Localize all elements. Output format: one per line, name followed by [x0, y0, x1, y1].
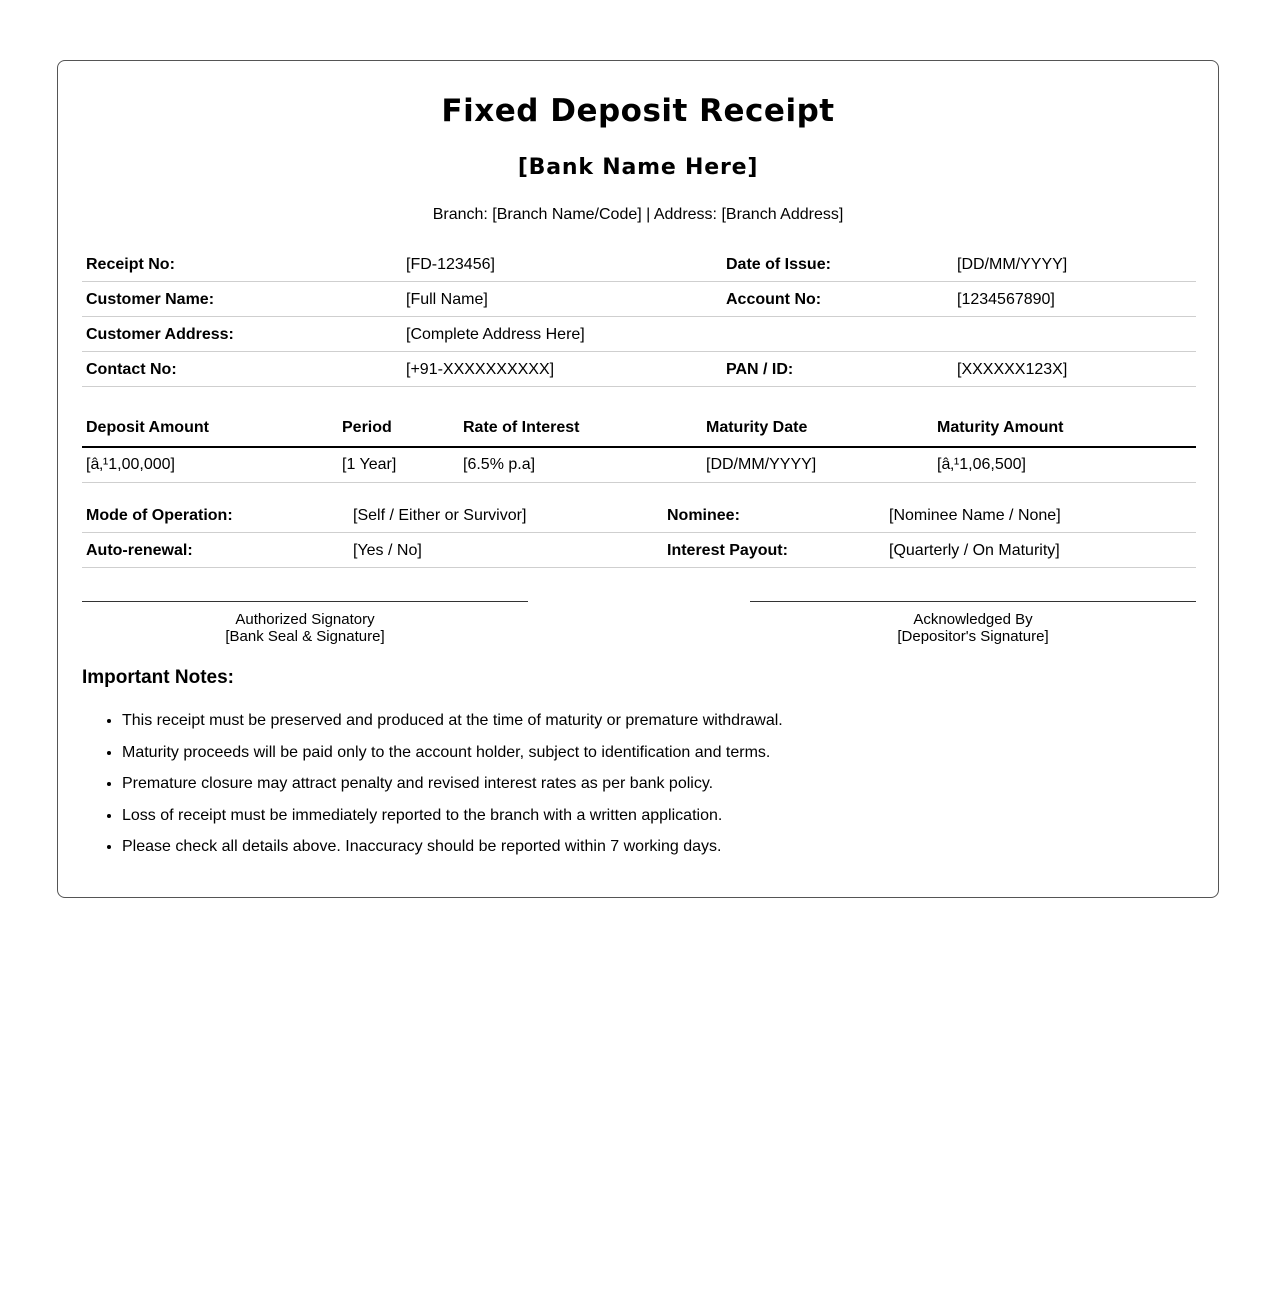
pan-label: PAN / ID: [726, 361, 794, 378]
operation-row [82, 498, 1196, 533]
list-item: • This receipt must be preserved and produced at the time of maturity or premature withdrawal. [122, 709, 783, 741]
bank-name: [Bank Name Here] [517, 155, 759, 180]
depositor-signature-label: [Depositor's Signature] [897, 628, 1049, 645]
operation-row [82, 533, 1196, 568]
details-row [82, 352, 1196, 387]
signatory-line [82, 601, 528, 602]
header-maturity-amount: Maturity Amount [937, 419, 1064, 436]
notes-list [82, 709, 783, 867]
receipt-title: Fixed Deposit Receipt [441, 93, 835, 129]
customer-name-label: Customer Name: [86, 291, 215, 308]
auto-renewal-value: [Yes / No] [353, 542, 422, 559]
header-rate-of-interest: Rate of Interest [463, 419, 580, 436]
mode-of-operation-label: Mode of Operation: [86, 507, 233, 524]
list-item: • Loss of receipt must be immediately reported to the branch with a written application. [122, 804, 783, 836]
deposit-table-header [82, 409, 1196, 448]
important-notes-heading: Important Notes: [82, 667, 234, 688]
interest-payout-label: Interest Payout: [667, 542, 788, 559]
list-item: • Please check all details above. Inaccuracy should be reported within 7 working days. [122, 835, 783, 867]
deposit-amount-value: [â‚¹1,00,000] [86, 456, 175, 473]
acknowledged-by-label: Acknowledged By [913, 611, 1033, 628]
authorized-signatory-label: Authorized Signatory [235, 611, 375, 628]
details-row [82, 282, 1196, 317]
list-item: • Premature closure may attract penalty and revised interest rates as per bank policy. [122, 772, 783, 804]
header-maturity-date: Maturity Date [706, 419, 808, 436]
details-row [82, 247, 1196, 282]
depositor-line [750, 601, 1196, 602]
contact-no-value: [+91-XXXXXXXXXX] [406, 361, 555, 378]
period-value: [1 Year] [342, 456, 397, 473]
customer-address-label: Customer Address: [86, 326, 234, 343]
mode-of-operation-value: [Self / Either or Survivor] [353, 507, 527, 524]
maturity-date-value: [DD/MM/YYYY] [706, 456, 817, 473]
customer-address-value: [Complete Address Here] [406, 326, 585, 343]
receipt-no-value: [FD-123456] [406, 256, 495, 273]
details-row [82, 317, 1196, 352]
bank-seal-label: [Bank Seal & Signature] [225, 628, 385, 645]
nominee-label: Nominee: [667, 507, 740, 524]
table-row [82, 448, 1196, 483]
header-period: Period [342, 419, 392, 436]
acknowledged-by [750, 611, 1196, 645]
receipt-card [57, 60, 1219, 898]
date-of-issue-value: [DD/MM/YYYY] [957, 256, 1068, 273]
list-item: • Maturity proceeds will be paid only to the account holder, subject to identification and terms. [122, 741, 783, 773]
branch-line: Branch: [Branch Name/Code] | Address: [Branch Address] [432, 206, 844, 223]
account-no-label: Account No: [726, 291, 822, 308]
nominee-value: [Nominee Name / None] [889, 507, 1061, 524]
auto-renewal-label: Auto-renewal: [86, 542, 193, 559]
customer-name-value: [Full Name] [406, 291, 488, 308]
authorized-signatory [82, 611, 528, 645]
interest-payout-value: [Quarterly / On Maturity] [889, 542, 1060, 559]
header-deposit-amount: Deposit Amount [86, 419, 209, 436]
account-no-value: [1234567890] [957, 291, 1055, 308]
rate-of-interest-value: [6.5% p.a] [463, 456, 536, 473]
maturity-amount-value: [â‚¹1,06,500] [937, 456, 1026, 473]
date-of-issue-label: Date of Issue: [726, 256, 831, 273]
pan-value: [XXXXXX123X] [957, 361, 1068, 378]
receipt-no-label: Receipt No: [86, 256, 175, 273]
contact-no-label: Contact No: [86, 361, 177, 378]
